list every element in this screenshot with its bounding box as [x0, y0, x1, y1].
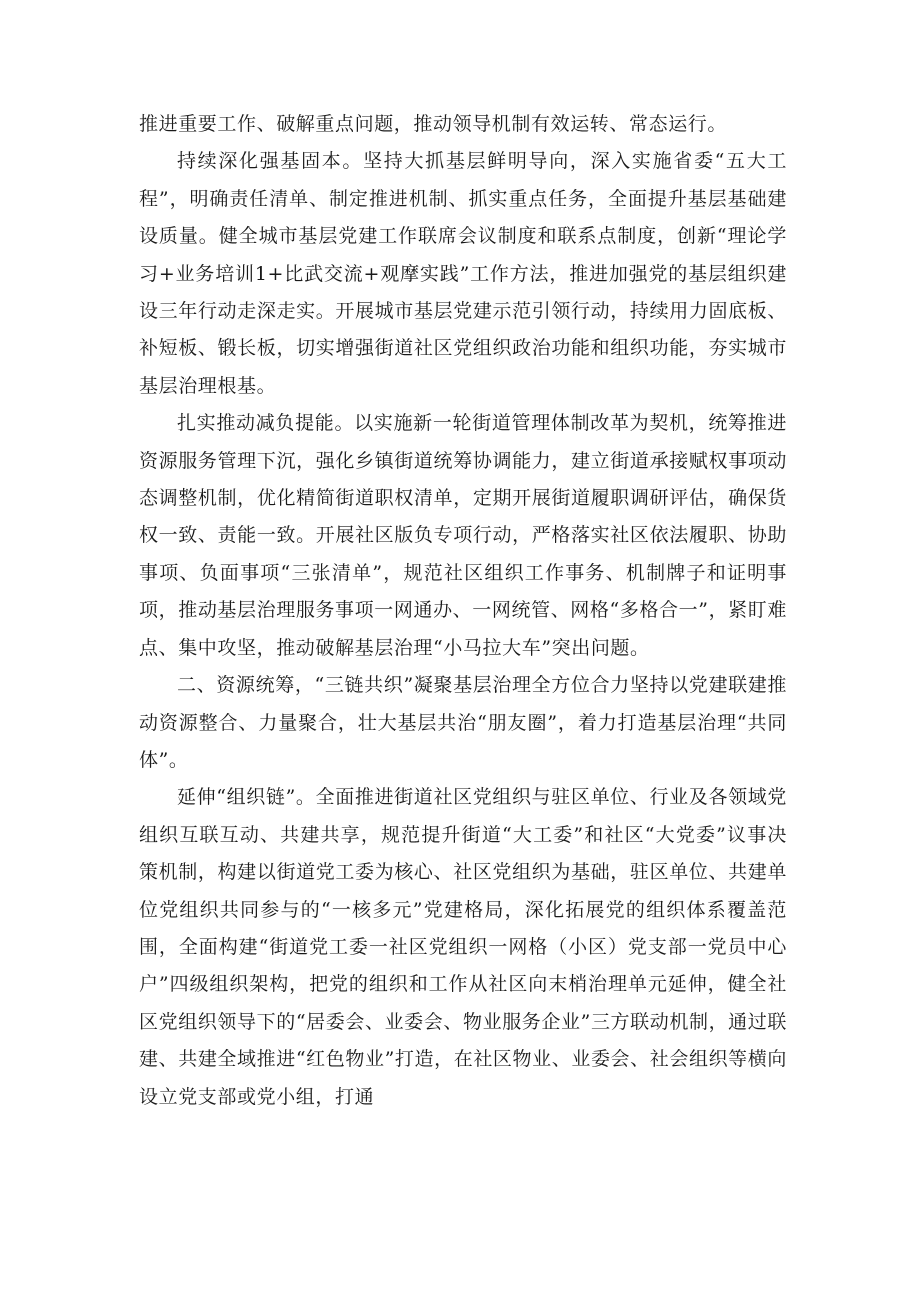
paragraph-1: 推进重要工作、破解重点问题，推动领导机制有效运转、常态运行。 [139, 113, 728, 135]
paragraph-5: 延伸“组织链”。全面推进街道社区党组织与驻区单位、行业及各领域党组织互联互动、共建共享，规范提升街道“大工委”和社区“大党委”议事决策机制，构建以街道党工委为核心、社区党组织为基础，驻区单位、共建单位党组织共同参与的“一核多元”党建格局，深化拓展党的组织体系覆盖范围，全面构建“街道党工委一社区党组织一网格（小区）党支部一党员中心户”四级组织架构，把党的组织和工作从社区向末梢治理单元延伸，健全社区党组织领导下的“居委会、业委会、物业服务企业”三方联动机制，通过联建、共建全域推进“红色物业”打造，在社区物业、业委会、社会组织等横向设立党支部或党小组，打通 [139, 786, 787, 1108]
paragraph-3: 扎实推动减负提能。以实施新一轮街道管理体制改革为契机，统筹推进资源服务管理下沉，强化乡镇街道统筹协调能力，建立街道承接赋权事项动态调整机制，优化精简街道职权清单，定期开展街道履职调研评估，确保货权一致、责能一致。开展社区版负专项行动，严格落实社区依法履职、协助事项、负面事项“三张清单”，规范社区组织工作事务、机制牌子和证明事项，推动基层治理服务事项一网通办、一网统管、网格“多格合一”，紧盯难点、集中攻坚，推动破解基层治理“小马拉大车”突出问题。 [139, 412, 787, 659]
paragraph-2: 持续深化强基固本。坚持大抓基层鲜明导向，深入实施省委“五大工程”，明确责任清单、制定推进机制、抓实重点任务，全面提升基层基础建设质量。健全城市基层党建工作联席会议制度和联系点制度，创新“理论学习+业务培训1+比武交流+观摩实践”工作方法，推进加强党的基层组织建设三年行动走深走实。开展城市基层党建示范引领行动，持续用力固底板、补短板、锻长板，切实增强街道社区党组织政治功能和组织功能，夯实城市基层治理根基。 [139, 150, 787, 397]
paragraph-4: 二、资源统筹，“三链共织”凝聚基层治理全方位合力坚持以党建联建推动资源整合、力量聚合，壮大基层共治“朋友圈”，着力打造基层治理“共同体”。 [139, 674, 787, 771]
document-page [139, 106, 787, 1116]
